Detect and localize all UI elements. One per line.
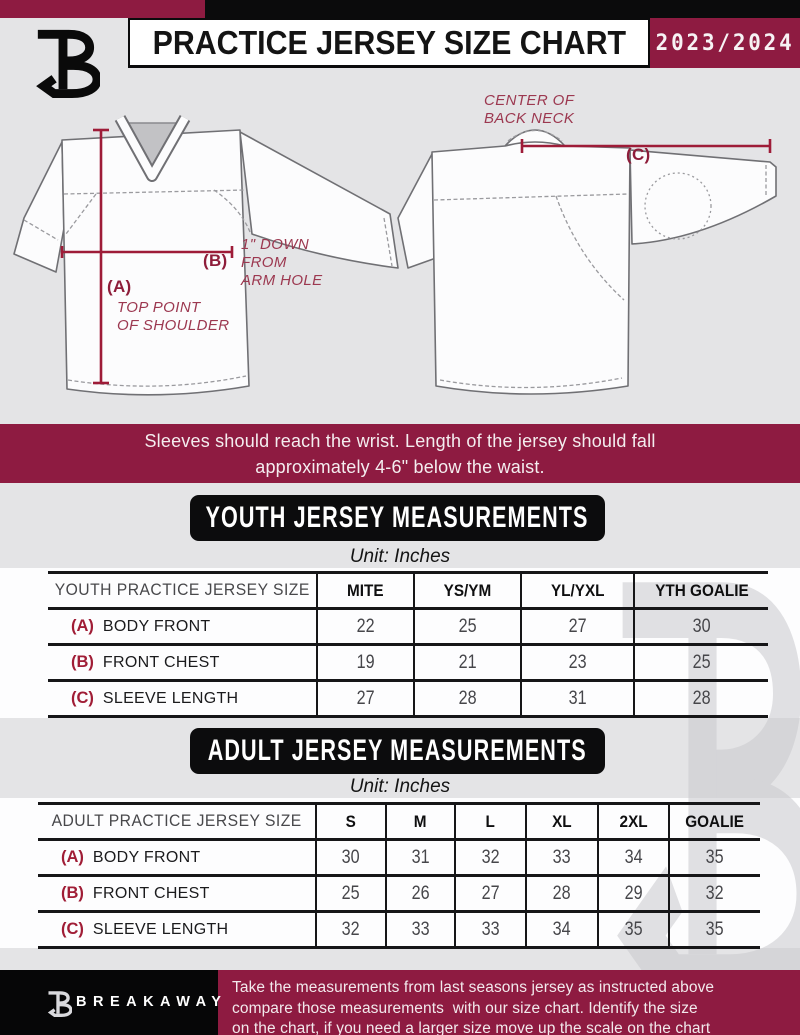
- measurement-value: 28: [413, 682, 520, 715]
- notice-banner: [0, 424, 800, 483]
- measurement-value: 35: [668, 913, 760, 946]
- footer: [0, 970, 800, 1035]
- back-left-sleeve: [398, 154, 436, 268]
- youth-size-header-cell: YOUTH PRACTICE JERSEY SIZE: [54, 581, 310, 599]
- annotation-c-caption: CENTER OF BACK NECK: [484, 92, 575, 127]
- row-letter: (C): [71, 689, 94, 707]
- adult-row-front-chest: [38, 874, 760, 910]
- season-badge: [650, 18, 800, 68]
- measurement-value: 25: [315, 877, 385, 910]
- annotation-c-label: (C): [626, 145, 651, 164]
- annotation-b-label: (B): [203, 251, 228, 270]
- row-letter: (A): [61, 848, 84, 866]
- adult-unit-label: Unit: Inches: [349, 776, 451, 797]
- season-label: 2023/2024: [655, 30, 795, 56]
- measurement-value: 31: [520, 682, 633, 715]
- measurement-value: 28: [525, 877, 597, 910]
- row-letter: (B): [61, 884, 84, 902]
- measurement-value: 31: [385, 841, 454, 874]
- annotation-a-label: (A): [107, 277, 132, 296]
- measurement-value: 34: [597, 841, 668, 874]
- youth-table-header-row: [48, 571, 768, 607]
- youth-size-goalie: YTH GOALIE: [633, 574, 768, 607]
- adult-row-body-front: [38, 838, 760, 874]
- front-left-sleeve: [14, 142, 64, 272]
- row-label: FRONT CHEST: [92, 884, 210, 902]
- measurement-value: 32: [668, 877, 760, 910]
- youth-row-body-front: [48, 607, 768, 643]
- jersey-diagrams: [0, 68, 800, 424]
- row-label: BODY FRONT: [102, 617, 211, 635]
- top-accent-maroon-segment: [0, 0, 205, 18]
- footer-brand-name: BREAKAWAY: [76, 994, 228, 1010]
- measurement-value: 25: [633, 646, 768, 679]
- adult-table-header-row: [38, 802, 760, 838]
- youth-unit-label: Unit: Inches: [349, 546, 451, 567]
- title-banner: [128, 18, 650, 68]
- jersey-back-illustration: [398, 130, 776, 394]
- youth-size-ysym: YS/YM: [413, 574, 520, 607]
- footer-brand-block: [0, 970, 228, 1035]
- row-letter: (B): [71, 653, 94, 671]
- measurement-value: 27: [316, 682, 413, 715]
- measurement-value: 32: [315, 913, 385, 946]
- measurement-value: 33: [525, 841, 597, 874]
- youth-measurements-table: [48, 571, 768, 718]
- youth-row-front-chest: [48, 643, 768, 679]
- footer-note: [218, 970, 800, 1035]
- measurement-value: 30: [315, 841, 385, 874]
- adult-size-xl: XL: [525, 805, 597, 838]
- measurement-value: 25: [413, 610, 520, 643]
- top-accent-bar: [0, 0, 800, 18]
- adult-size-s: S: [315, 805, 385, 838]
- breakaway-b-logo-icon: [44, 986, 72, 1020]
- youth-size-ylyxl: YL/YXL: [520, 574, 633, 607]
- footer-note-line-1: Take the measurements from last seasons jersey as instructed above: [232, 979, 715, 996]
- row-label: FRONT CHEST: [102, 653, 220, 671]
- measurement-value: 32: [454, 841, 525, 874]
- measurement-value: 34: [525, 913, 597, 946]
- youth-section-heading: YOUTH JERSEY MEASUREMENTS: [190, 495, 605, 541]
- row-label: BODY FRONT: [92, 848, 201, 866]
- measurement-value: 33: [385, 913, 454, 946]
- measurement-value: 19: [316, 646, 413, 679]
- measurement-value: 29: [597, 877, 668, 910]
- adult-size-l: L: [454, 805, 525, 838]
- annotation-b-caption: 1" DOWN FROM ARM HOLE: [241, 236, 323, 289]
- youth-row-sleeve-length: [48, 679, 768, 715]
- youth-size-mite: MITE: [316, 574, 413, 607]
- notice-line-1: Sleeves should reach the wrist. Length of the jersey should fall: [144, 430, 656, 451]
- page-title: PRACTICE JERSEY SIZE CHART: [152, 23, 626, 61]
- row-letter: (C): [61, 920, 84, 938]
- back-body: [432, 142, 630, 394]
- notice-line-2: approximately 4-6" below the waist.: [255, 456, 545, 477]
- adult-row-sleeve-length: [38, 910, 760, 946]
- measurement-value: 22: [316, 610, 413, 643]
- footer-note-line-2: compare those measurements with our size chart. Identify the size: [232, 999, 698, 1017]
- measurement-value: 27: [454, 877, 525, 910]
- adult-measurements-table: [38, 802, 760, 949]
- measurement-value: 27: [520, 610, 633, 643]
- adult-section-heading: ADULT JERSEY MEASUREMENTS: [190, 728, 605, 774]
- row-label: SLEEVE LENGTH: [92, 920, 229, 938]
- row-letter: (A): [71, 617, 94, 635]
- adult-size-2xl: 2XL: [597, 805, 668, 838]
- measurement-value: 26: [385, 877, 454, 910]
- measurement-value: 21: [413, 646, 520, 679]
- measurement-value: 28: [633, 682, 768, 715]
- measurement-value: 33: [454, 913, 525, 946]
- back-right-sleeve: [630, 150, 776, 244]
- measurement-value: 30: [633, 610, 768, 643]
- adult-size-goalie: GOALIE: [668, 805, 760, 838]
- adult-size-header-cell: ADULT PRACTICE JERSEY SIZE: [51, 812, 302, 830]
- measurement-value: 23: [520, 646, 633, 679]
- footer-note-line-3: on the chart, if you need a larger size move up the scale on the chart: [232, 1020, 711, 1035]
- adult-size-m: M: [385, 805, 454, 838]
- measurement-value: 35: [597, 913, 668, 946]
- annotation-a-caption: TOP POINT OF SHOULDER: [117, 299, 230, 334]
- measurement-value: 35: [668, 841, 760, 874]
- row-label: SLEEVE LENGTH: [102, 689, 239, 707]
